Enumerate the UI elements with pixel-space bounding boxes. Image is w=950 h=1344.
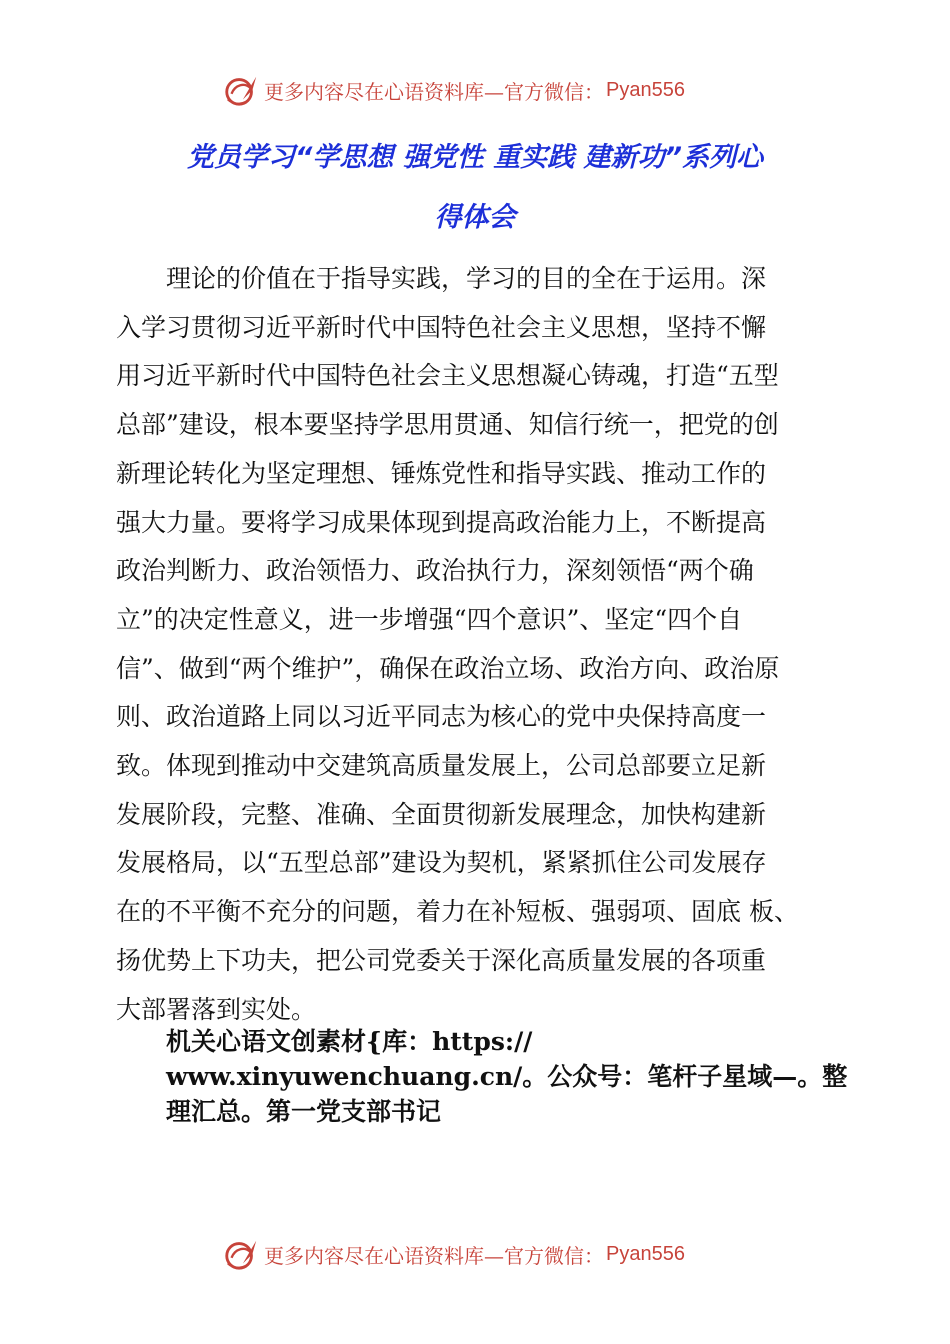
page-title-line-2: 得体会 [434,202,516,233]
quill-swirl-logo-icon [222,1235,260,1273]
source-note [166,1024,846,1129]
footer-banner[interactable] [222,1234,742,1274]
body-line: 总部”建设，根本要坚持学思用贯通、知信行统一，把党的创 [116,410,779,440]
footer-banner-text: 更多内容尽在心语资料库—官方微信： [264,1243,604,1268]
quill-swirl-logo-icon [222,71,260,109]
body-line: 信”、做到“两个维护”，确保在政治立场、政治方向、政治原 [116,653,780,683]
footer-banner-handle: Pyan556 [606,1242,685,1265]
header-banner[interactable] [222,70,742,110]
page-title [110,128,840,248]
source-note-line-2[interactable]: www.xinyuwenchuang.cn/。公众号：笔杆子星域—。整 [166,1062,848,1091]
body-line: 发展阶段，完整、准确、全面贯彻新发展理念，加快构建新 [116,799,767,829]
body-line: 强大力量。要将学习成果体现到提高政治能力上，不断提高 [116,507,767,537]
body-line: 则、政治道路上同以习近平同志为核心的党中央保持高度一 [116,702,767,732]
header-banner-text: 更多内容尽在心语资料库—官方微信： [264,79,604,104]
body-line: 在的不平衡不充分的问题，着力在补短板、强弱项、固底 板、 [116,897,799,927]
body-line: 大部署落到实处。 [116,994,317,1024]
body-line: 用习近平新时代中国特色社会主义思想凝心铸魂，打造“五型 [116,361,779,391]
body-line: 致。体现到推动中交建筑高质量发展上，公司总部要立足新 [116,751,767,781]
body-line: 扬优势上下功夫，把公司党委关于深化高质量发展的各项重 [116,945,767,975]
source-note-line-1: 机关心语文创素材{库：https:// [166,1027,533,1056]
source-note-line-3: 理汇总。第一党支部书记 [166,1097,442,1126]
body-line: 入学习贯彻习近平新时代中国特色社会主义思想，坚持不懈 [116,312,767,342]
page-title-line-1: 党员学习“学思想 强党性 重实践 建新功”系列心 [187,142,763,173]
body-line: 新理论转化为坚定理想、锤炼党性和指导实践、推动工作的 [116,458,767,488]
header-banner-handle: Pyan556 [606,78,685,101]
body-line: 理论的价值在于指导实践，学习的目的全在于运用。深 [166,264,767,293]
body-line: 政治判断力、政治领悟力、政治执行力，深刻领悟“两个确 [116,556,754,586]
body-line: 发展格局，以“五型总部”建设为契机，紧紧抓住公司发展存 [116,848,767,878]
body-line: 立”的决定性意义，进一步增强“四个意识”、坚定“四个自 [116,604,743,634]
body-paragraph [116,255,856,1034]
